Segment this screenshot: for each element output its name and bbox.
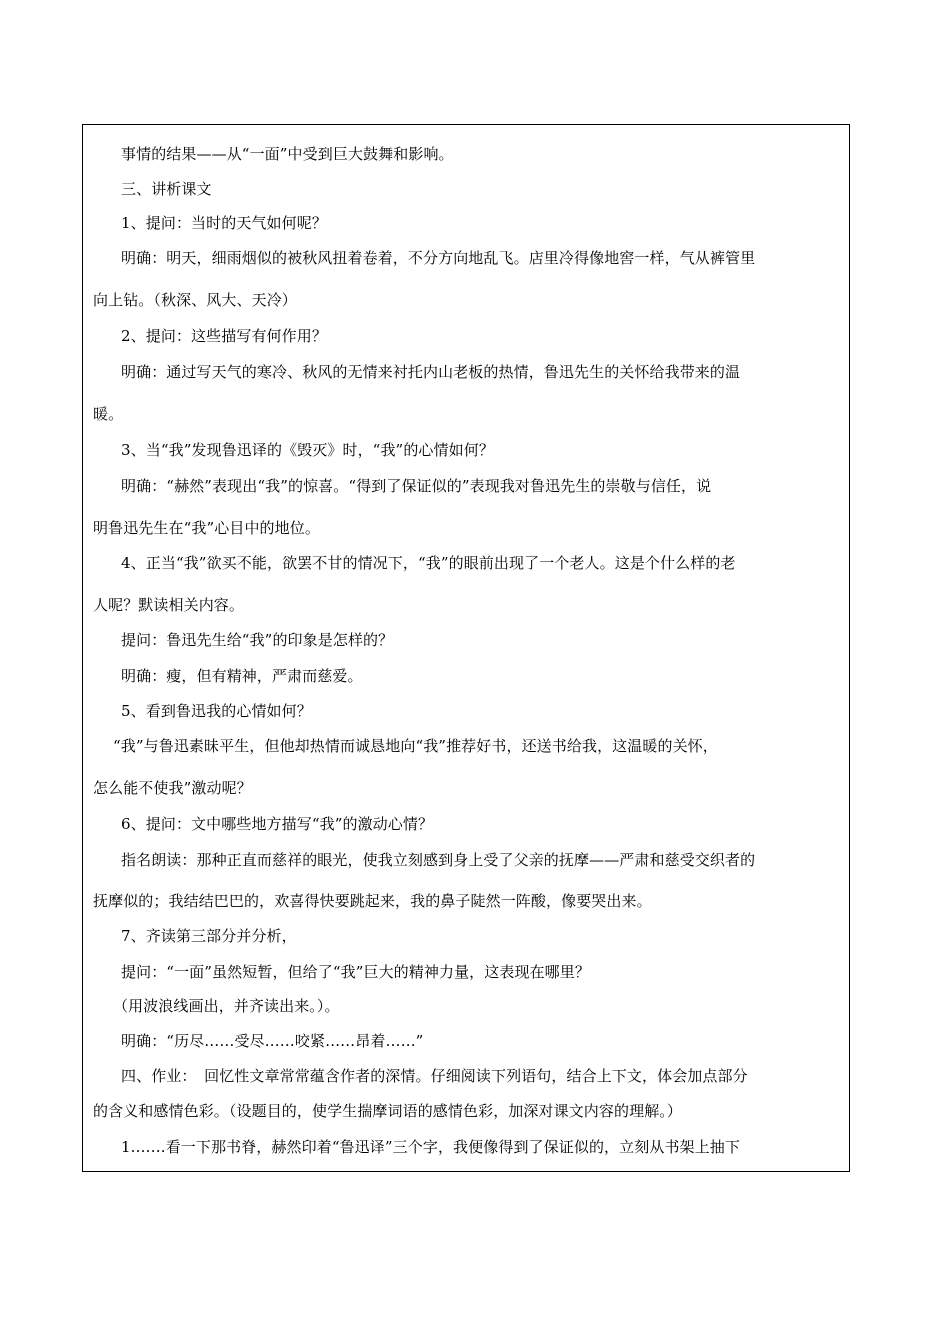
answer-line: “我”与鲁迅素昧平生，但他却热情而诚恳地向“我”推荐好书，还送书给我，这温暖的关怀， bbox=[113, 737, 718, 755]
question-line: 6、提问：文中哪些地方描写“我”的激动心情？ bbox=[121, 815, 434, 833]
answer-line: 向上钻。（秋深、风大、天冷） bbox=[93, 291, 297, 309]
answer-line: 指名朗读：那种正直而慈祥的眼光，使我立刻感到身上受了父亲的抚摩——严肃和慈受交织者的 bbox=[121, 851, 756, 869]
homework-line: 1.……看一下那书脊，赫然印着“鲁迅译”三个字，我便像得到了保证似的，立刻从书架上抽下 bbox=[121, 1138, 740, 1156]
answer-line: 明确：通过写天气的寒冷、秋风的无情来衬托内山老板的热情，鲁迅先生的关怀给我带来的温 bbox=[121, 363, 741, 381]
section-heading: 三、讲析课文 bbox=[121, 180, 212, 198]
question-line: 1、提问：当时的天气如何呢？ bbox=[121, 214, 327, 232]
question-line: 3、当“我”发现鲁迅译的《毁灭》时，“我”的心情如何？ bbox=[121, 441, 494, 459]
answer-line: 明确：“历尽……受尽……咬紧……昂着……” bbox=[121, 1032, 424, 1050]
instruction-line: （用波浪线画出，并齐读出来。）。 bbox=[113, 997, 340, 1015]
answer-line: 明确：瘦，但有精神，严肃而慈爱。 bbox=[121, 667, 363, 685]
question-line: 5、看到鲁迅我的心情如何？ bbox=[121, 702, 312, 720]
question-line: 2、提问：这些描写有何作用？ bbox=[121, 327, 327, 345]
answer-line: 明确：明天，细雨烟似的被秋风扭着卷着，不分方向地乱飞。店里冷得像地窖一样，气从裤管里 bbox=[121, 249, 756, 267]
text-line: 事情的结果——从“一面”中受到巨大鼓舞和影响。 bbox=[121, 145, 454, 163]
answer-line: 暖。 bbox=[93, 405, 124, 423]
answer-line: 怎么能不使我”激动呢？ bbox=[93, 779, 252, 797]
lesson-table-cell bbox=[82, 124, 850, 1172]
answer-line: 抚摩似的；我结结巴巴的，欢喜得快要跳起来，我的鼻子陡然一阵酸，像要哭出来。 bbox=[93, 892, 652, 910]
question-line: 4、正当“我”欲买不能，欲罢不甘的情况下，“我”的眼前出现了一个老人。这是个什么样的老 bbox=[121, 554, 736, 572]
answer-line: 明确：“赫然”表现出“我”的惊喜。“得到了保证似的”表现我对鲁迅先生的崇敬与信任，说 bbox=[121, 477, 712, 495]
question-line: 提问：鲁迅先生给“我”的印象是怎样的？ bbox=[121, 631, 394, 649]
question-line: 7、齐读第三部分并分析， bbox=[121, 927, 297, 945]
homework-line: 的含义和感情色彩。（设题目的，使学生揣摩词语的感情色彩，加深对课文内容的理解。） bbox=[93, 1102, 683, 1120]
answer-line: 明鲁迅先生在“我”心目中的地位。 bbox=[93, 519, 320, 537]
homework-line: 四、作业： 回忆性文章常常蕴含作者的深情。仔细阅读下列语句，结合上下文，体会加点部分 bbox=[121, 1067, 748, 1085]
question-line: 提问：“一面”虽然短暂，但给了“我”巨大的精神力量，这表现在哪里？ bbox=[121, 963, 590, 981]
question-line: 人呢？默读相关内容。 bbox=[93, 596, 245, 614]
